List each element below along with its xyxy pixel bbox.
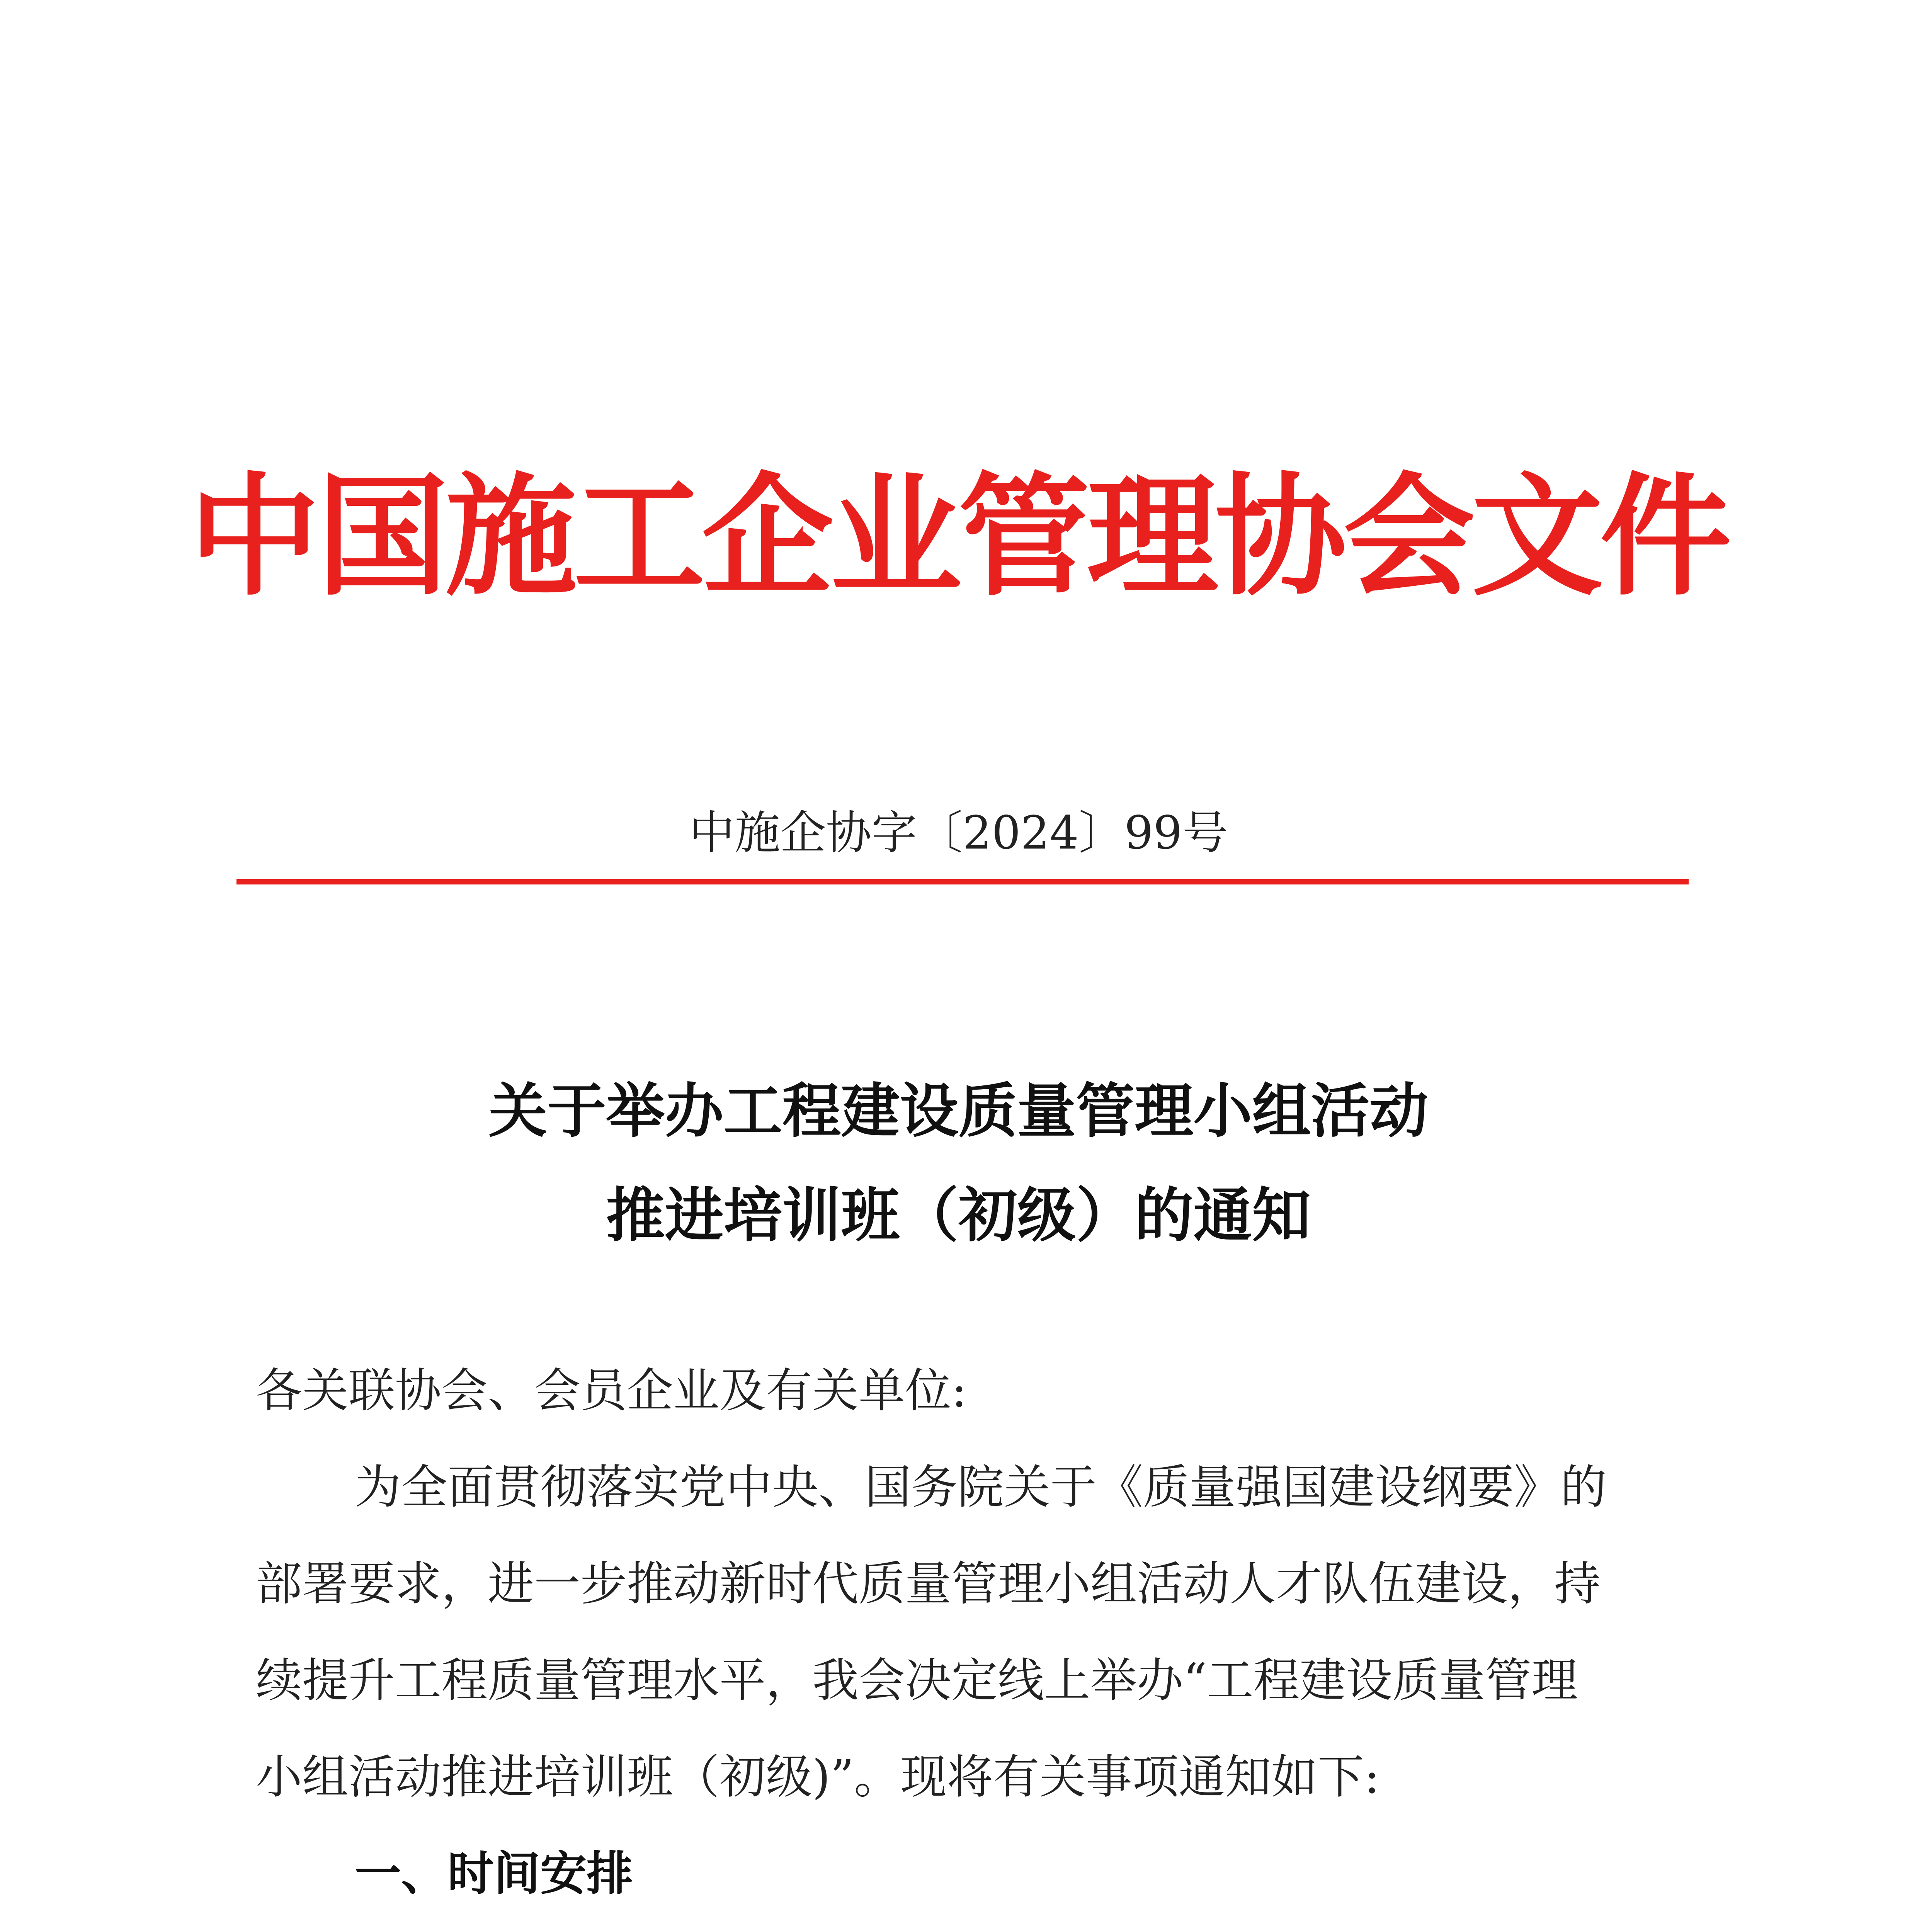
document-number: 中施企协字〔2024〕99号 [689, 806, 1228, 859]
intro-line-1: 为全面贯彻落实党中央、国务院关于《质量强国建设纲要》的 [355, 1461, 1607, 1514]
intro-line-2: 部署要求，进一步推动新时代质量管理小组活动人才队伍建设，持 [256, 1557, 1601, 1611]
section-1-heading: 一、时间安排 [355, 1847, 633, 1901]
document-header-title: 中国施工企业管理协会文件 [189, 461, 1728, 614]
red-separator-line [236, 879, 1689, 884]
intro-line-4: 小组活动推进培训班（初级)”。现将有关事项通知如下: [256, 1750, 1380, 1804]
salutation: 各关联协会、会员企业及有关单位: [256, 1364, 967, 1418]
intro-line-3: 续提升工程质量管理水平，我会决定线上举办“工程建设质量管理 [256, 1654, 1578, 1708]
notice-title-line-1: 关于举办工程建设质量管理小组活动 [488, 1076, 1429, 1145]
notice-title-line-2: 推进培训班（初级）的通知 [606, 1180, 1311, 1250]
